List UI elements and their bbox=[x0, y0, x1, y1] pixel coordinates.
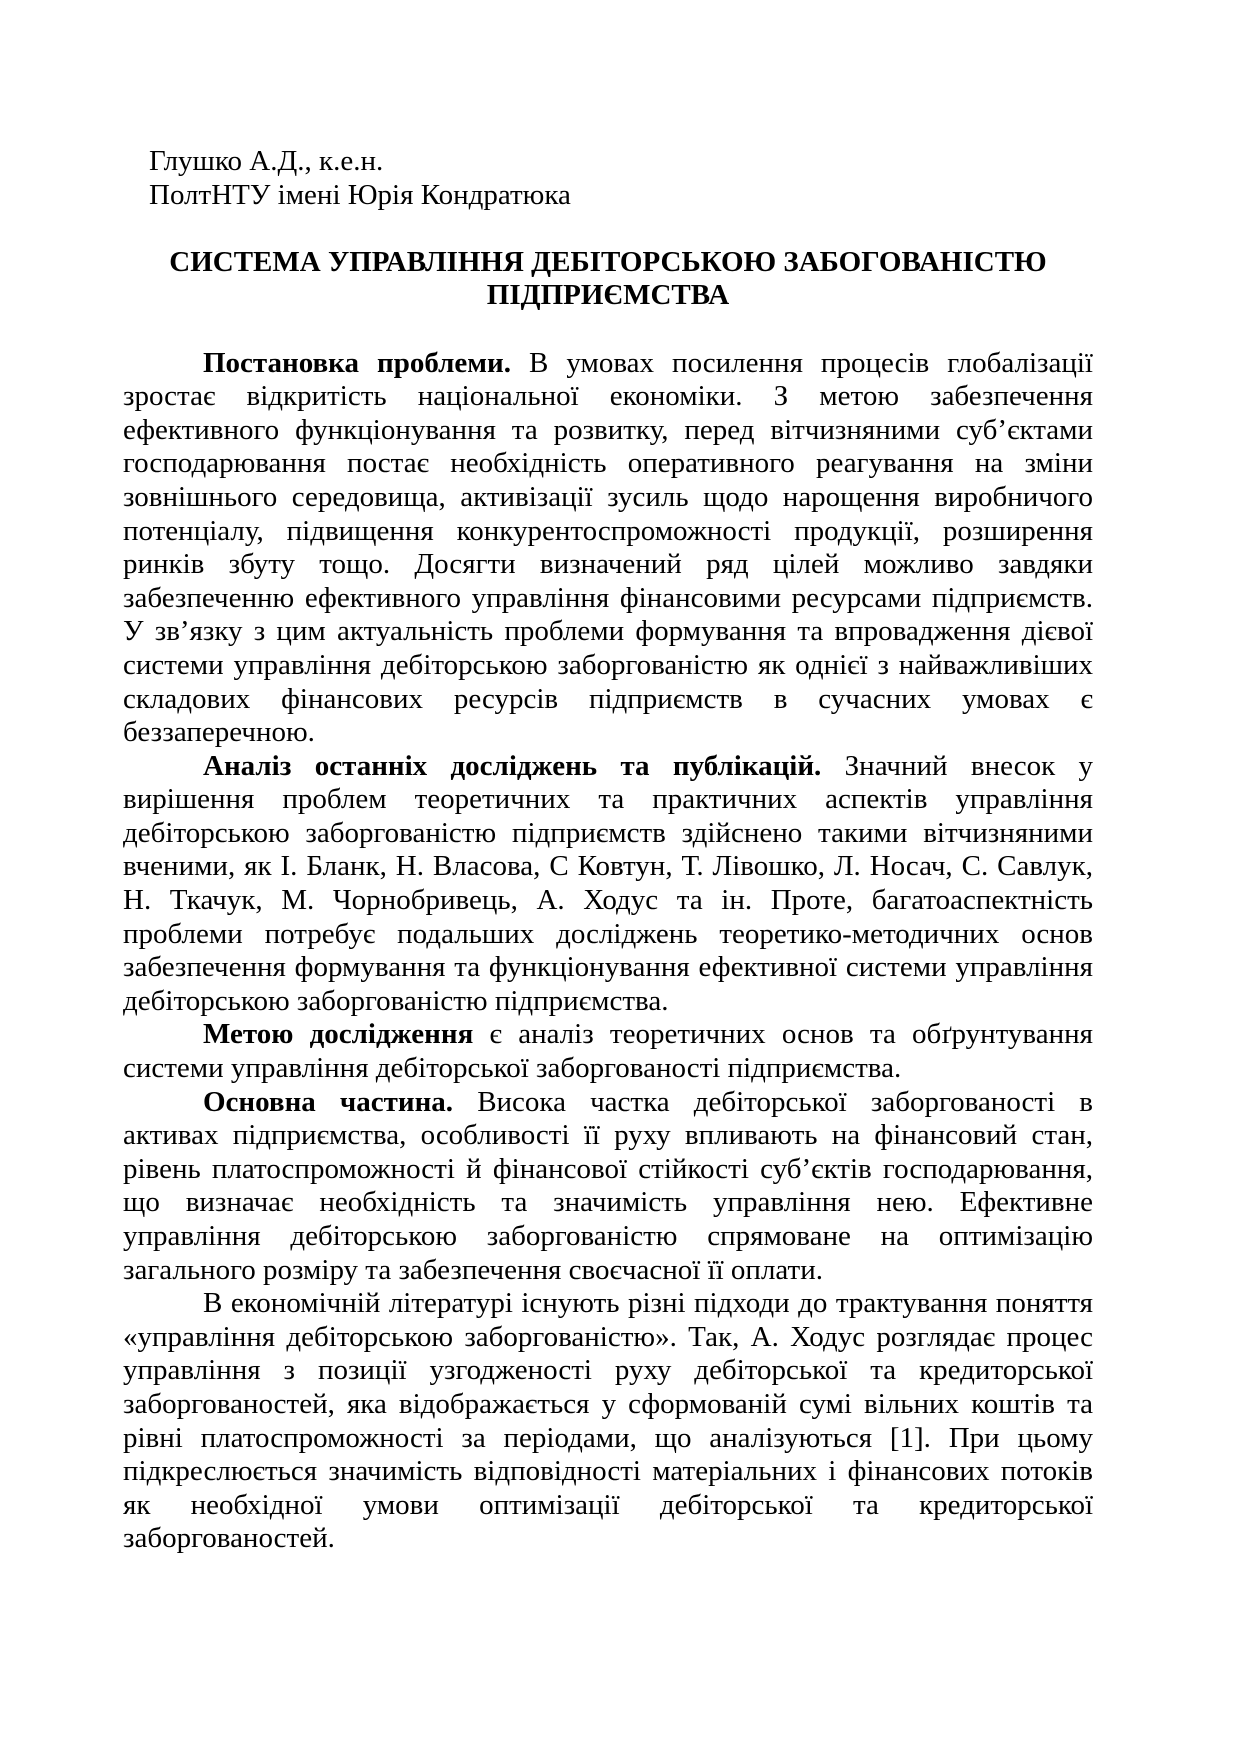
paragraph-text: Значний внесок у вирішення проблем теоретичних та практичних аспектів управління дебіторською заборгованістю підприємств здійснено такими вітчизняними вченими, як І. Бланк, Н. Власова, С Ковтун, Т. Лівошко, Л. Носач, С. Савлук, Н. Ткачук, М. Чорнобривець, А. Ходус та ін. Проте, багатоаспектність проблеми потребує подальших досліджень теоретико-методичних основ забезпечення формування та функціонування ефективної системи управління дебіторською заборгованістю підприємства. bbox=[123, 749, 1093, 1017]
paragraph-text: В економічній літературі існують різні підходи до трактування поняття «управління дебіторською заборгованістю». Так, А. Ходус розглядає процес управління з позиції узгодженості руху дебіторської та кредиторської заборгованостей, яка відображається у сформованій сумі вільних коштів та рівні платоспроможності за періодами, що аналізуються [1]. При цьому підкреслюється значимість відповідності матеріальних і фінансових потоків як необхідної умови оптимізації дебіторської та кредиторської заборгованостей. bbox=[123, 1287, 1093, 1555]
paragraph-text: В умовах посилення процесів глобалізації зростає відкритість національної економіки. З метою забезпечення ефективного функціонування та розвитку, перед вітчизняними суб’єктами господарювання постає необхідність оперативного реагування на зміни зовнішнього середовища, активізації зусиль щодо нарощення виробничого потенціалу, підвищення конкурентоспроможності продукції, розширення ринків збуту тощо. Досягти визначений ряд цілей можливо завдяки забезпеченню ефективного управління фінансовими ресурсами підприємств. У зв’язку з цим актуальність проблеми формування та впровадження дієвої системи управління дебіторською заборгованістю як однієї з найважливіших складових фінансових ресурсів підприємств в сучасних умовах є беззаперечною. bbox=[123, 346, 1093, 749]
paragraph-main-part bbox=[123, 1086, 1093, 1288]
paragraph-problem-statement bbox=[123, 347, 1093, 750]
paragraph-text: є аналіз теоретичних основ та обґрунтування системи управління дебіторської заборгованості підприємства. bbox=[123, 1018, 1093, 1085]
document-body bbox=[123, 347, 1093, 1556]
paragraph-lead: Постановка проблеми. bbox=[203, 346, 511, 379]
author-name: Глушко А.Д., к.е.н. bbox=[149, 145, 384, 177]
paragraph-lead: Основна частина. bbox=[203, 1085, 454, 1118]
paragraph-literature-review bbox=[123, 750, 1093, 1019]
paragraph-lead: Аналіз останніх досліджень та публікацій. bbox=[203, 749, 822, 782]
author-block bbox=[123, 145, 1093, 212]
paragraph-lead: Метою дослідження bbox=[203, 1018, 474, 1051]
document-title-line-2: ПІДПРИЄМСТВА bbox=[486, 279, 730, 312]
paragraph-text: Висока частка дебіторської заборгованості в активах підприємства, особливості її руху впливають на фінансовий стан, рівень платоспроможності й фінансової стійкості суб’єктів господарювання, що визначає необхідність та значимість управління нею. Ефективне управління дебіторською заборгованістю спрямоване на оптимізацію загального розміру та забезпечення своєчасної її оплати. bbox=[123, 1085, 1093, 1286]
document-title-line-1: СИСТЕМА УПРАВЛІННЯ ДЕБІТОРСЬКОЮ ЗАБОГОВАНІСТЮ bbox=[169, 245, 1047, 278]
document-title bbox=[123, 246, 1093, 313]
paragraph-definitions bbox=[123, 1287, 1093, 1556]
author-affiliation: ПолтНТУ імені Юрія Кондратюка bbox=[149, 178, 571, 211]
paragraph-research-goal bbox=[123, 1018, 1093, 1085]
